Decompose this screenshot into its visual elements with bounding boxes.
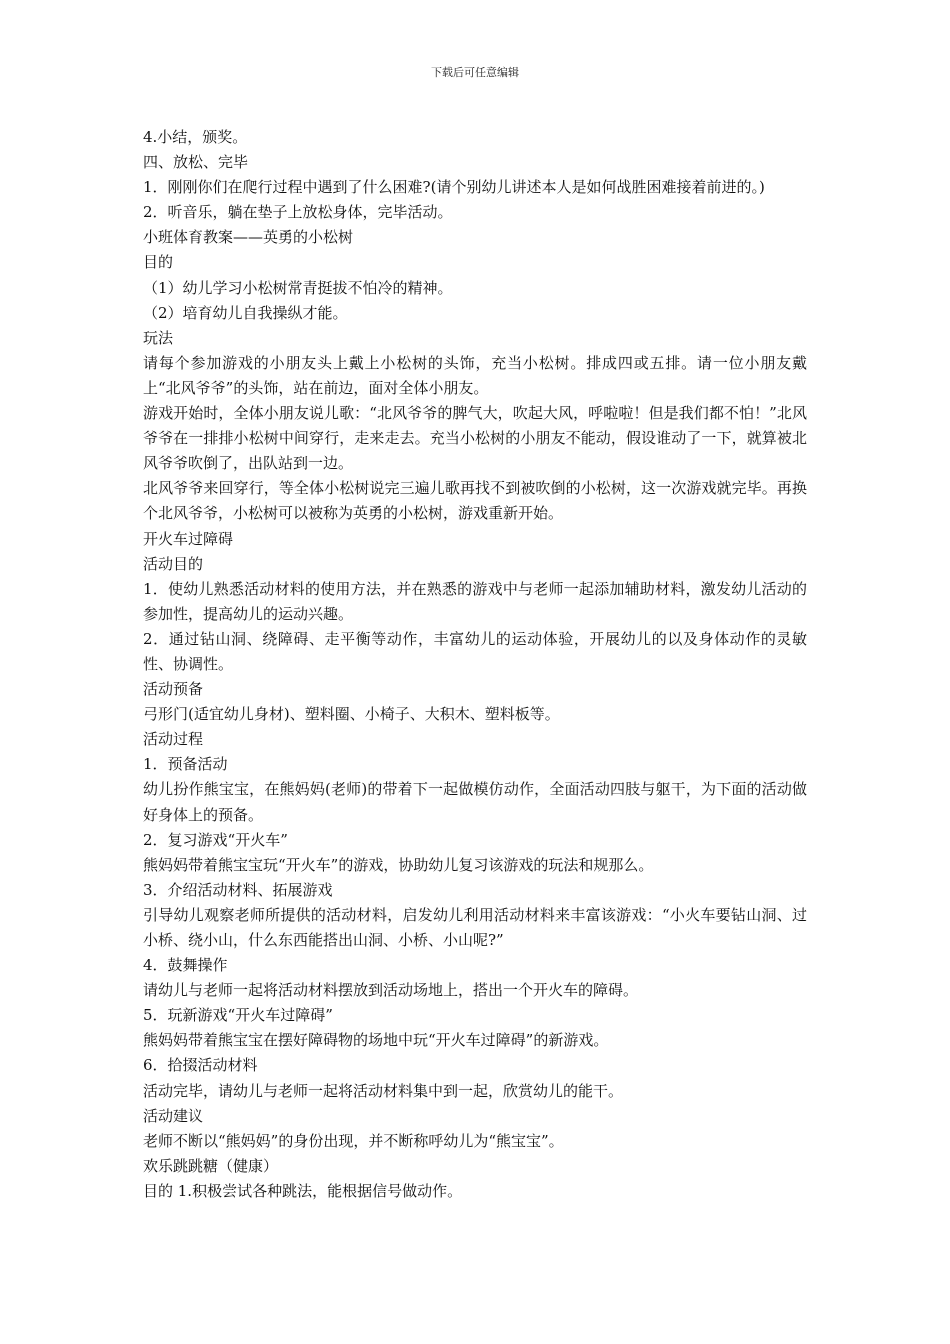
page-header: 下载后可任意编辑 [431, 66, 519, 79]
paragraph: 目的 1.积极尝试各种跳法，能根据信号做动作。 [143, 1181, 463, 1200]
paragraph: 活动完毕，请幼儿与老师一起将活动材料集中到一起，欣赏幼儿的能干。 [143, 1081, 624, 1100]
section-heading: 四、放松、完毕 [143, 153, 249, 172]
paragraph: 弓形门(适宜幼儿身材)、塑料圈、小椅子、大积木、塑料板等。 [143, 705, 560, 724]
paragraph: 5．玩新游戏“开火车过障碍” [143, 1006, 333, 1025]
paragraph: 1．预备活动 [143, 755, 228, 774]
paragraph: 6．拾掇活动材料 [143, 1056, 258, 1075]
paragraph: 1．刚刚你们在爬行过程中遇到了什么困难?(请个别幼儿讲述本人是如何战胜困难接着前进的。) [143, 178, 765, 197]
document-body [143, 125, 807, 1204]
section-heading: 活动建议 [143, 1106, 204, 1125]
section-heading: 活动预备 [143, 680, 204, 699]
section-heading: 玩法 [143, 328, 174, 347]
section-heading: 开火车过障碍 [143, 529, 234, 548]
paragraph: 幼儿扮作熊宝宝，在熊妈妈(老师)的带着下一起做模仿动作，全面活动四肢与躯干，为下面的活动做好身体上的预备。 [143, 780, 807, 824]
section-heading: 活动目的 [143, 554, 204, 573]
paragraph: 引导幼儿观察老师所提供的活动材料，启发幼儿利用活动材料来丰富该游戏：“小火车要钻山洞、过小桥、绕小山，什么东西能搭出山洞、小桥、小山呢?” [143, 905, 807, 949]
paragraph: 请幼儿与老师一起将活动材料摆放到活动场地上，搭出一个开火车的障碍。 [143, 981, 639, 1000]
section-heading: 欢乐跳跳糖（健康） [143, 1156, 279, 1175]
paragraph: 4.小结，颁奖。 [143, 128, 248, 146]
paragraph: 老师不断以“熊妈妈”的身份出现，并不断称呼幼儿为“熊宝宝”。 [143, 1131, 564, 1150]
paragraph: 2．复习游戏“开火车” [143, 830, 288, 849]
paragraph: 1．使幼儿熟悉活动材料的使用方法，并在熟悉的游戏中与老师一起添加辅助材料，激发幼儿活动的参加性，提高幼儿的运动兴趣。 [143, 579, 807, 623]
paragraph: 熊妈妈带着熊宝宝玩“开火车”的游戏，协助幼儿复习该游戏的玩法和规那么。 [143, 855, 654, 874]
paragraph: （2）培育幼儿自我操纵才能。 [143, 303, 348, 322]
paragraph: 4．鼓舞操作 [143, 956, 228, 975]
section-heading: 小班体育教案——英勇的小松树 [143, 228, 354, 247]
paragraph: 3．介绍活动材料、拓展游戏 [143, 880, 333, 899]
paragraph: 请每个参加游戏的小朋友头上戴上小松树的头饰，充当小松树。排成四或五排。请一位小朋友戴上“北风爷爷”的头饰，站在前边，面对全体小朋友。 [143, 353, 807, 397]
paragraph: 2．通过钻山洞、绕障碍、走平衡等动作，丰富幼儿的运动体验，开展幼儿的以及身体动作的灵敏性、协调性。 [143, 629, 807, 673]
paragraph: 2．听音乐，躺在垫子上放松身体，完毕活动。 [143, 203, 453, 222]
paragraph: 熊妈妈带着熊宝宝在摆好障碍物的场地中玩“开火车过障碍”的新游戏。 [143, 1031, 609, 1050]
paragraph: 北风爷爷来回穿行，等全体小松树说完三遍儿歌再找不到被吹倒的小松树，这一次游戏就完毕。再换个北风爷爷，小松树可以被称为英勇的小松树，游戏重新开始。 [143, 479, 807, 523]
paragraph: 游戏开始时，全体小朋友说儿歌：“北风爷爷的脾气大，吹起大风，呼啦啦！但是我们都不怕！”北风爷爷在一排排小松树中间穿行，走来走去。充当小松树的小朋友不能动，假设谁动了一下，就算被北风爷爷吹倒了，出队站到一边。 [143, 404, 807, 473]
paragraph: （1）幼儿学习小松树常青挺拔不怕冷的精神。 [143, 278, 453, 297]
section-heading: 目的 [143, 253, 174, 272]
section-heading: 活动过程 [143, 730, 204, 749]
